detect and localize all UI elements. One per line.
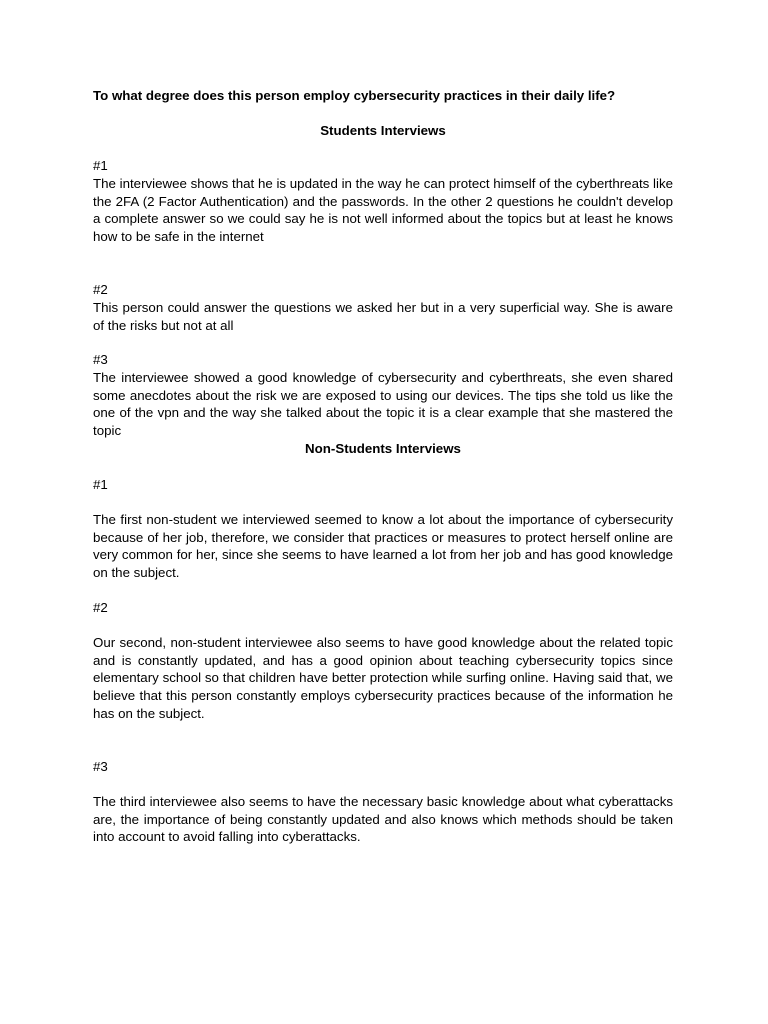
non-student-2-number: #2 xyxy=(93,600,108,615)
non-student-1-text: The first non-student we interviewed seemed to know a lot about the importance of cybersecurity because of her job, therefore, we consider that practices or measures to protect herself online are very common for her, since she seems to have learned a lot from her job and has good knowledge on the subject. xyxy=(93,512,673,581)
student-1-number: #1 xyxy=(93,158,108,173)
non-student-3-text: The third interviewee also seems to have the necessary basic knowledge about what cyberattacks are, the importance of being constantly updated and also knows which methods should be taken into account to avoid falling into cyberattacks. xyxy=(93,794,673,845)
student-2-text: This person could answer the questions we asked her but in a very superficial way. She is aware of the risks but not at all xyxy=(93,300,673,333)
students-heading: Students Interviews xyxy=(320,123,446,138)
non-student-3-number: #3 xyxy=(93,759,108,774)
student-2-number: #2 xyxy=(93,282,108,297)
non-student-1-number: #1 xyxy=(93,477,108,492)
student-1-text: The interviewee shows that he is updated in the way he can protect himself of the cyberthreats like the 2FA (2 Factor Authentication) and the passwords. In the other 2 questions he couldn't develop a complete answer so we could say he is not well informed about the topics but at least he knows how to be safe in the internet xyxy=(93,176,673,245)
non-student-2-text: Our second, non-student interviewee also seems to have good knowledge about the related topic and is constantly updated, and has a good opinion about teaching cybersecurity topics since elementary school so that children have better protection while surfing online. Having said that, we believe that this person constantly employs cybersecurity practices because of the information he has on the subject. xyxy=(93,635,673,721)
question-heading: To what degree does this person employ cybersecurity practices in their daily life? xyxy=(93,88,616,103)
student-3-text: The interviewee showed a good knowledge of cybersecurity and cyberthreats, she even shared some anecdotes about the risk we are exposed to using our devices. The tips she told us like the one of the vpn and the way she talked about the topic it is a clear example that she mastered the topic xyxy=(93,370,673,439)
student-3-number: #3 xyxy=(93,352,108,367)
non-students-heading: Non-Students Interviews xyxy=(305,441,461,456)
